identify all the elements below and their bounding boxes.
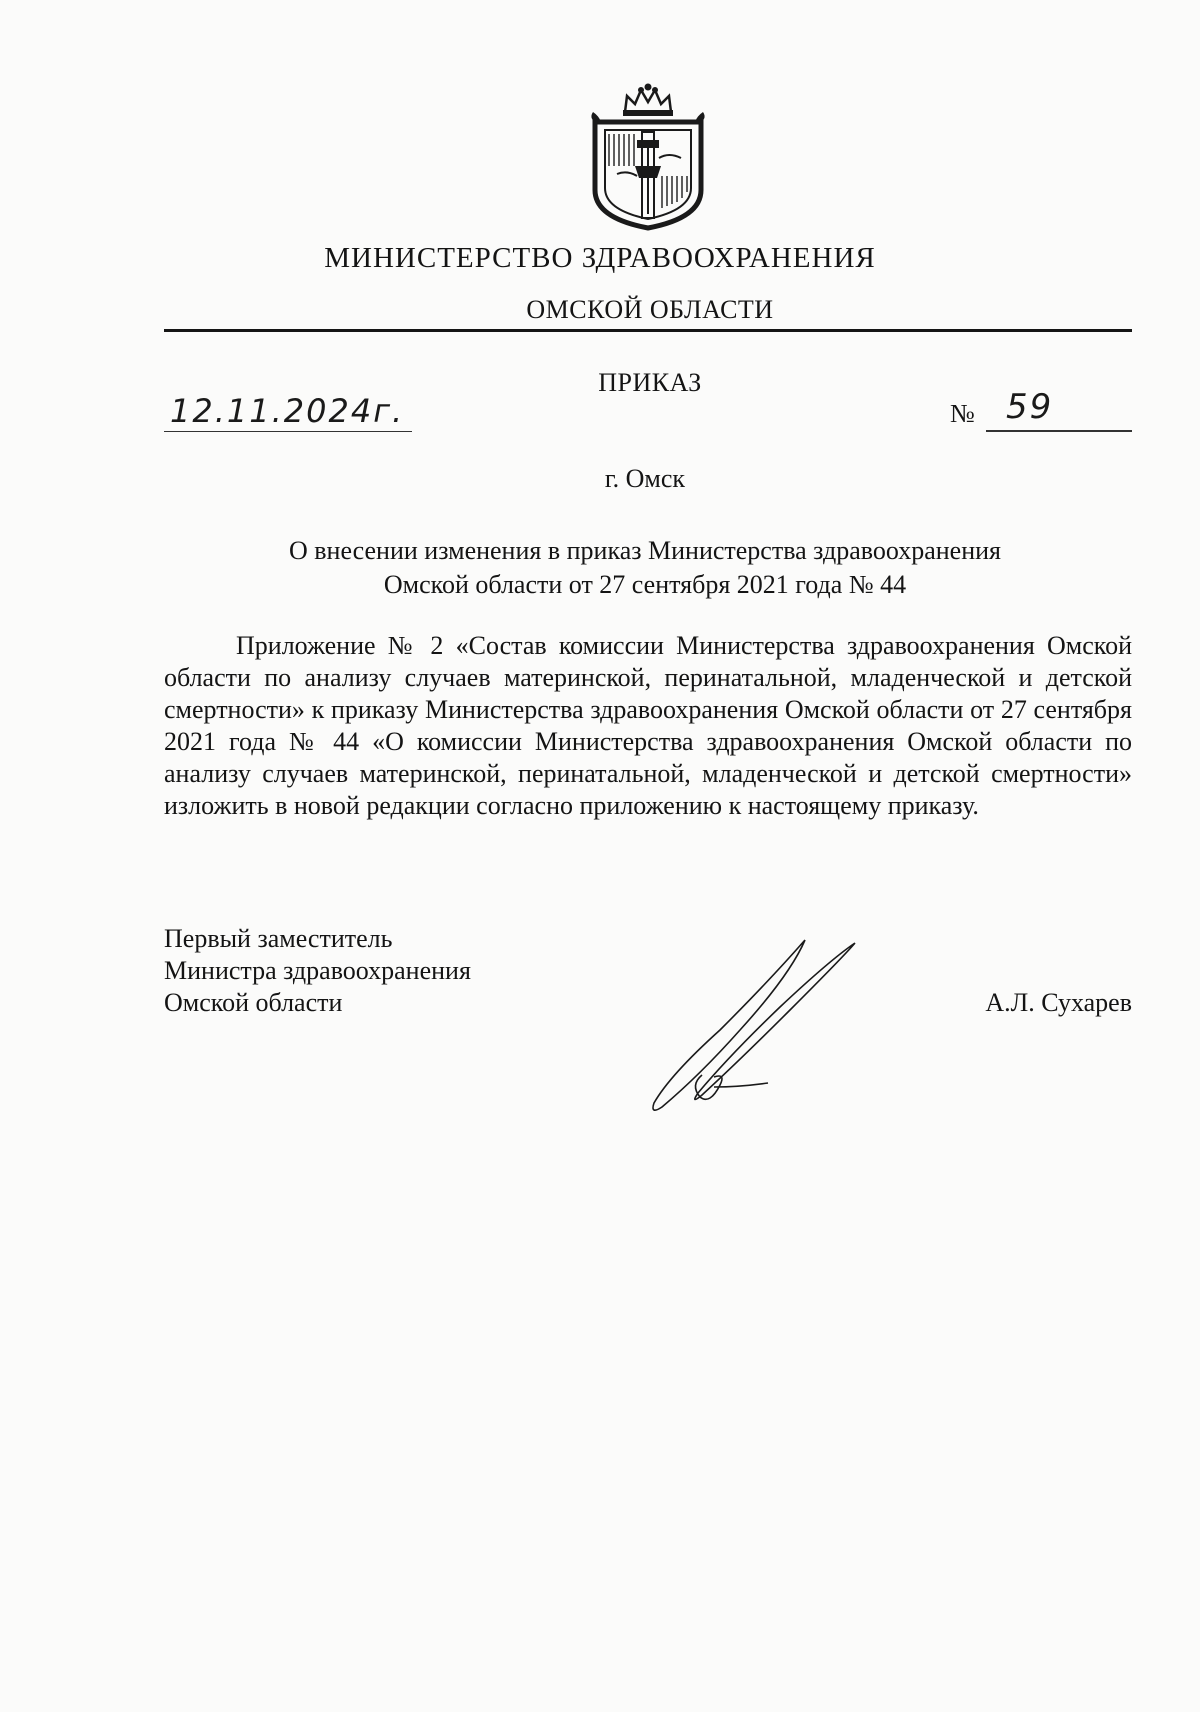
order-body (164, 630, 1132, 822)
omsk-region-coat-of-arms-icon (587, 82, 709, 232)
city: г. Омск (604, 464, 686, 493)
region-name: ОМСКОЙ ОБЛАСТИ (526, 295, 774, 324)
signatory-position (164, 923, 471, 1019)
signatory-name: А.Л. Сухарев (985, 988, 1132, 1017)
order-title-line: О внесении изменения в приказ Министерства здравоохранения (289, 536, 1001, 565)
signatory-position-line: Первый заместитель (164, 924, 393, 953)
document-type: ПРИКАЗ (598, 368, 702, 397)
number-sign: № (950, 399, 975, 428)
signatory-position-line: Омской области (164, 988, 343, 1017)
ministry-name: МИНИСТЕРСТВО ЗДРАВООХРАНЕНИЯ (324, 242, 876, 274)
order-number: 59 (1006, 387, 1054, 427)
handwritten-signature (640, 935, 860, 1115)
header-divider (164, 329, 1132, 332)
order-title-line: Омской области от 27 сентября 2021 года № 44 (383, 570, 907, 599)
body-paragraph: Приложение № 2 «Состав комиссии Министерства здравоохранения Омской области по анализу случаев материнской, перинатальной, младенческой и детской смертности» к приказу Министерства здравоохранения Омской области от 27 сентября 2021 года № 44 «О комиссии Министерства здравоохранения Омской области по анализу случаев материнской, перинатальной, младенческой и детской смертности» изложить в новой редакции согласно приложению к настоящему приказу. (164, 631, 1132, 820)
signatory-position-line: Министра здравоохранения (164, 956, 471, 985)
number-underline (986, 430, 1132, 432)
order-date: 12.11.2024г. (164, 392, 412, 432)
order-title (0, 534, 1200, 602)
